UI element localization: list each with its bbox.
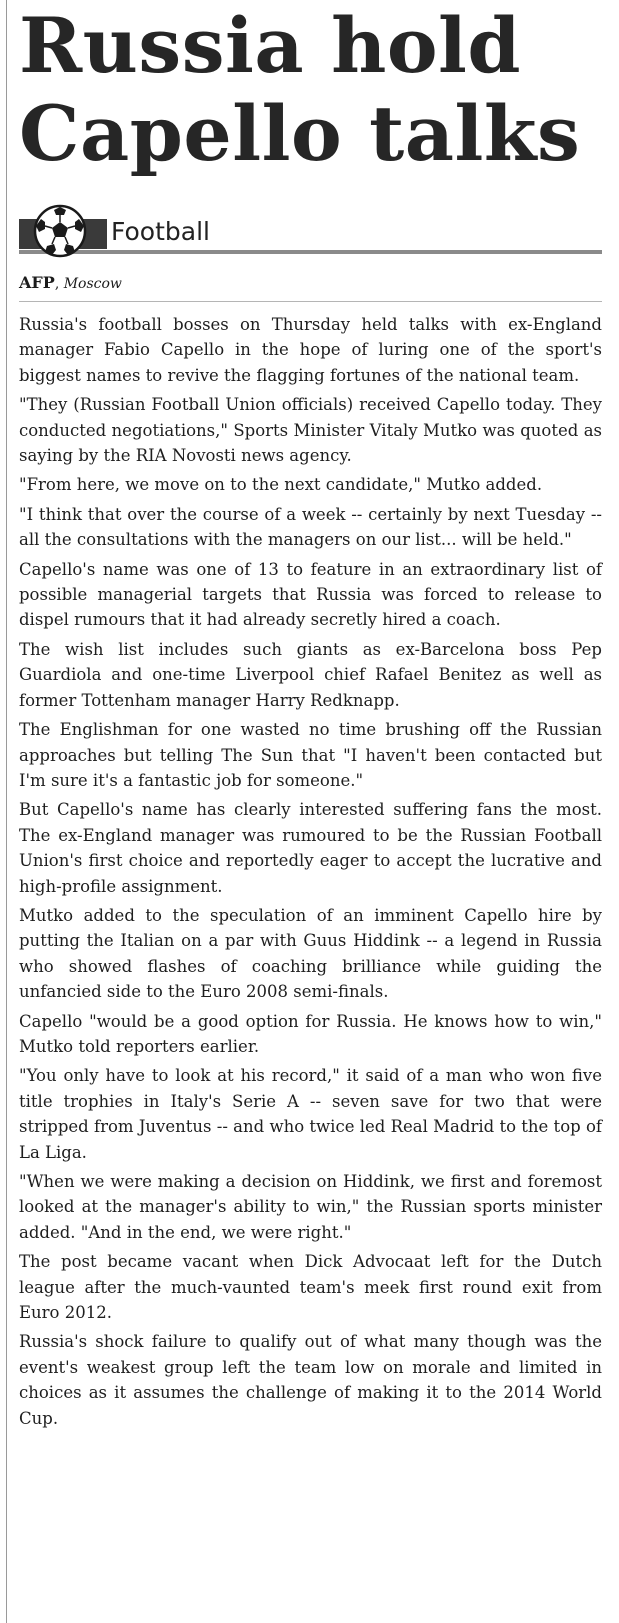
paragraph: "You only have to look at his record," it said of a man who won five title trophies in Italy's Serie A -- seven save for two that were stripped from Juventus -- and who twice led Real Madrid to the top of La Liga. — [19, 1066, 602, 1162]
byline-separator: , — [54, 276, 60, 292]
paragraph: Russia's football bosses on Thursday held talks with ex-England manager Fabio Capello in the hope of luring one of the sport's biggest names to revive the flagging fortunes of the national team. — [19, 315, 602, 385]
paragraph: But Capello's name has clearly interested suffering fans the most. The ex-England manager was rumoured to be the Russian Football Union's first choice and reportedly eager to accept the lucrative and high-profile assignment. — [19, 800, 602, 896]
headline-line-1: Russia hold — [19, 1, 522, 90]
paragraph: The wish list includes such giants as ex-Barcelona boss Pep Guardiola and one-time Liverpool chief Rafael Benitez as well as former Tottenham manager Harry Redknapp. — [19, 639, 602, 710]
paragraph: Russia's shock failure to qualify out of what many though was the event's weakest group left the team low on morale and limited in choices as it assumes the challenge of making it to the 2014 World Cup. — [19, 1332, 602, 1428]
byline-location: Moscow — [63, 276, 122, 292]
paragraph: Capello's name was one of 13 to feature in an extraordinary list of possible managerial targets that Russia was forced to release to dispel rumours that it had already secretly hired a coach. — [19, 559, 602, 630]
section-label: Football — [111, 217, 210, 246]
article-body — [19, 312, 602, 1431]
column-rule — [6, 0, 7, 1623]
section-header — [19, 214, 602, 254]
paragraph: "From here, we move on to the next candidate," Mutko added. — [19, 475, 543, 495]
paragraph: "They (Russian Football Union officials) received Capello today. They conducted negotiations," Sports Minister Vitaly Mutko was quoted as saying by the RIA Novosti news agency. — [19, 395, 602, 466]
paragraph: Mutko added to the speculation of an imminent Capello hire by putting the Italian on a par with Guus Hiddink -- a legend in Russia who showed flashes of coaching brilliance while guiding the unfancied side to the Euro 2008 semi-finals. — [19, 905, 602, 1002]
byline-agency: AFP — [19, 273, 55, 292]
headline — [19, 0, 602, 178]
paragraph: "When we were making a decision on Hiddink, we first and foremost looked at the manager's ability to win," the Russian sports minister added. "And in the end, we were right." — [19, 1172, 602, 1242]
headline-line-2: Capello talks — [19, 89, 581, 178]
article — [19, 0, 602, 1435]
football-icon — [33, 204, 87, 258]
paragraph: "I think that over the course of a week -- certainly by next Tuesday -- all the consultations with the managers on our list... will be held." — [19, 504, 602, 550]
byline — [19, 274, 602, 302]
paragraph: Capello "would be a good option for Russia. He knows how to win," Mutko told reporters earlier. — [19, 1011, 602, 1056]
paragraph: The Englishman for one wasted no time brushing off the Russian approaches but telling The Sun that "I haven't been contacted but I'm sure it's a fantastic job for someone." — [19, 720, 602, 790]
paragraph: The post became vacant when Dick Advocaat left for the Dutch league after the much-vaunted team's meek first round exit from Euro 2012. — [19, 1252, 602, 1323]
